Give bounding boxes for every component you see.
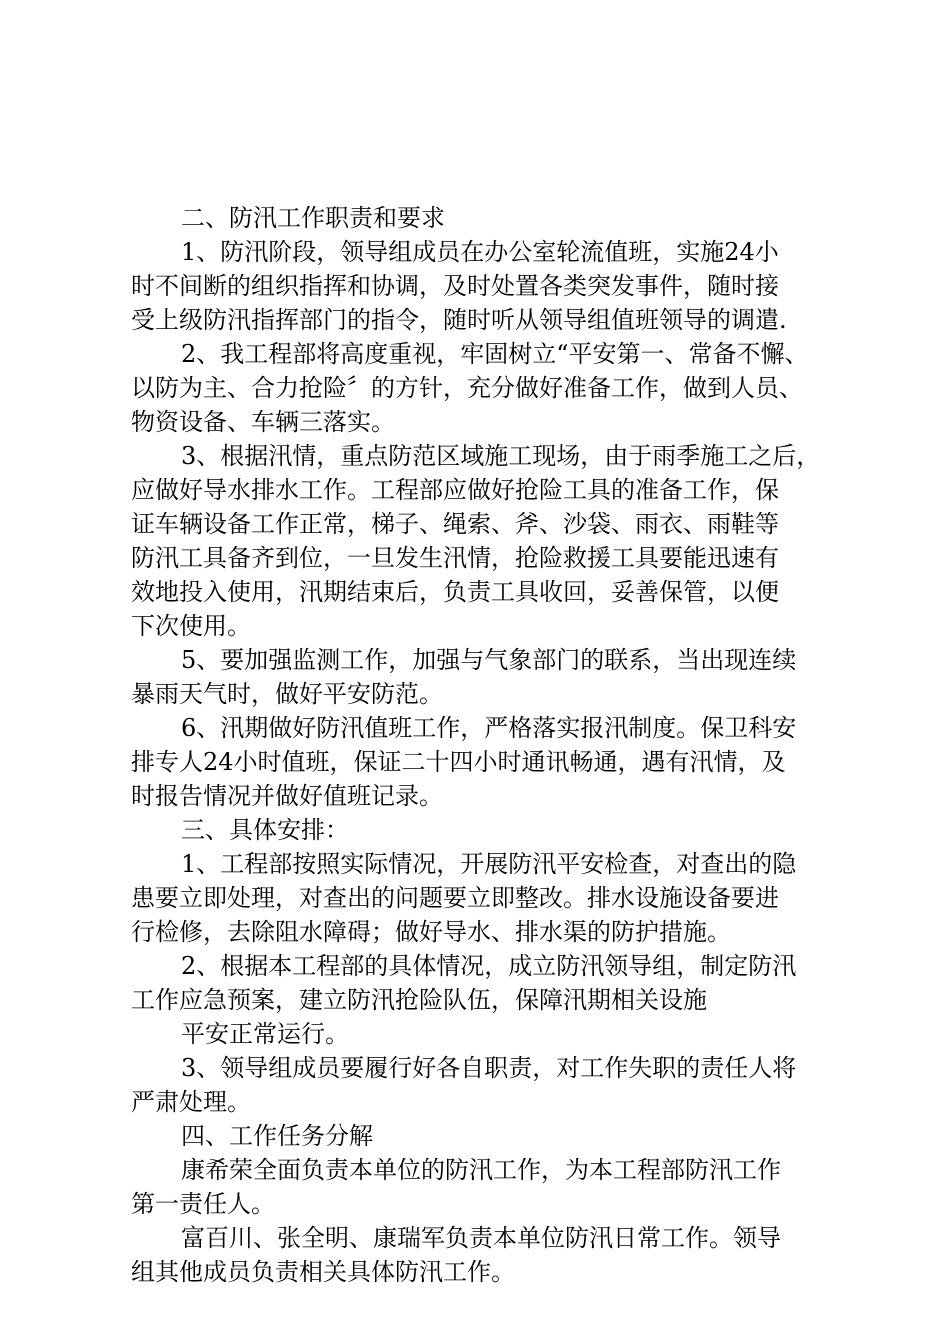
- text-line: 暴雨天气时，做好平安防范。: [131, 680, 443, 708]
- text-line: 物资设备、车辆三落实。: [131, 408, 395, 436]
- text-line: 患要立即处理，对查出的问题要立即整改。排水设施设备要进: [131, 884, 779, 912]
- text-line: 2、我工程部将高度重视，牢固树立“平安第一、常备不懈、: [181, 340, 809, 368]
- text-line: 5、要加强监测工作，加强与气象部门的联系，当出现连续: [181, 646, 797, 674]
- text-line: 证车辆设备工作正常，梯子、绳索、斧、沙袋、雨衣、雨鞋等: [131, 510, 779, 538]
- text-line: 以防为主、合力抢险〞的方针，充分做好准备工作，做到人员、: [131, 374, 803, 402]
- text-line: 富百川、张全明、康瑞军负责本单位防汛日常工作。领导: [181, 1224, 781, 1252]
- text-line: 行检修，去除阻水障碍；做好导水、排水渠的防护措施。: [131, 918, 731, 946]
- text-line: 1、防汛阶段，领导组成员在办公室轮流值班，实施24小: [181, 238, 779, 266]
- text-line: 康希荣全面负责本单位的防汛工作，为本工程部防汛工作: [181, 1156, 781, 1184]
- text-line: 效地投入使用，汛期结束后，负责工具收回，妥善保管，以便: [131, 578, 779, 606]
- section-heading-arrangements: 三、具体安排：: [181, 816, 349, 844]
- text-line: 下次使用。: [131, 612, 251, 640]
- text-line: 第一责任人。: [131, 1190, 275, 1218]
- text-line: 时不间断的组织指挥和协调，及时处置各类突发事件，随时接: [131, 272, 779, 300]
- text-line: 受上级防汛指挥部门的指令，随时听从领导组值班领导的调遣.: [131, 306, 787, 334]
- text-line: 6、汛期做好防汛值班工作，严格落实报汛制度。保卫科安: [181, 714, 797, 742]
- section-heading-task-breakdown: 四、工作任务分解: [181, 1122, 373, 1150]
- text-line: 1、工程部按照实际情况，开展防汛平安检查，对查出的隐: [181, 850, 797, 878]
- text-line: 工作应急预案，建立防汛抢险队伍，保障汛期相关设施: [131, 986, 707, 1014]
- section-heading-responsibilities: 二、防汛工作职责和要求: [181, 204, 445, 232]
- text-line: 应做好导水排水工作。工程部应做好抢险工具的准备工作，保: [131, 476, 779, 504]
- text-line: 严肃处理。: [131, 1088, 251, 1116]
- text-line: 2、根据本工程部的具体情况，成立防汛领导组，制定防汛: [181, 952, 797, 980]
- text-line: 3、根据汛情，重点防范区域施工现场，由于雨季施工之后，: [181, 442, 821, 470]
- text-line: 防汛工具备齐到位，一旦发生汛情，抢险救援工具要能迅速有: [131, 544, 779, 572]
- text-line: 时报告情况并做好值班记录。: [131, 782, 443, 810]
- text-line: 平安正常运行。: [181, 1020, 349, 1048]
- text-line: 排专人24小时值班，保证二十四小时通讯畅通，遇有汛情，及: [131, 748, 786, 776]
- text-line: 组其他成员负责相关具体防汛工作。: [131, 1258, 515, 1286]
- text-line: 3、领导组成员要履行好各自职责，对工作失职的责任人将: [181, 1054, 797, 1082]
